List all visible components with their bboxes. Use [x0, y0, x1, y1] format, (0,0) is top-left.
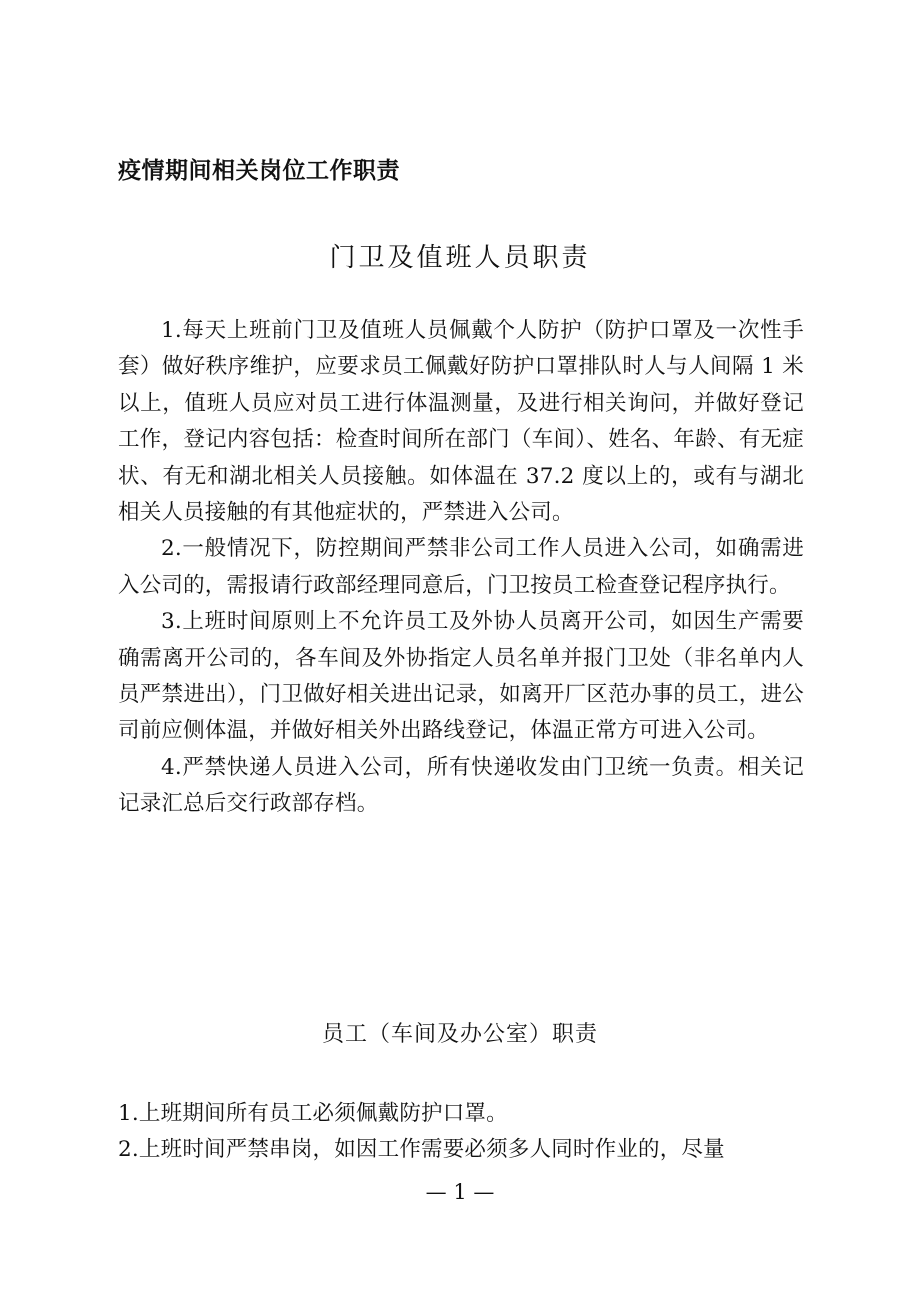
- section-body-employees: [118, 1096, 804, 1169]
- paragraph: 1.上班期间所有员工必须佩戴防护口罩。: [118, 1101, 508, 1126]
- section-body-gatekeeper: [118, 313, 804, 823]
- section-heading-employees: 员工（车间及办公室）职责: [321, 1022, 598, 1047]
- paragraph: 4.严禁快递人员进入公司，所有快递收发由门卫统一负责。相关记记录汇总后交行政部存档。: [118, 754, 804, 817]
- paragraph: 3.上班时间原则上不允许员工及外协人员离开公司，如因生产需要确需离开公司的，各车间及外协指定人员名单并报门卫处（非名单内人员严禁进出），门卫做好相关进出记录，如离开厂区范办事的员工，进公司前应侧体温，并做好相关外出路线登记，体温正常方可进入公司。: [118, 609, 804, 744]
- paragraph: 2.一般情况下，防控期间严禁非公司工作人员进入公司，如确需进入公司的，需报请行政部经理同意后，门卫按员工检查登记程序执行。: [118, 536, 804, 598]
- section-heading-gatekeeper: 门卫及值班人员职责: [329, 243, 591, 273]
- paragraph: 1.每天上班前门卫及值班人员佩戴个人防护（防护口罩及一次性手套）做好秩序维护，应要求员工佩戴好防护口罩排队时人与人间隔 1 米以上，值班人员应对员工进行体温测量，及进行相关询问，并做好登记工作，登记内容包括：检查时间所在部门（车间）、姓名、年龄、有无症状、有无和湖北相关人员接触。如体温在 37.2 度以上的，或有与湖北相关人员接触的有其他症状的，严禁进入公司。: [118, 318, 804, 526]
- paragraph: 2.上班时间严禁串岗，如因工作需要必须多人同时作业的，尽量: [118, 1137, 725, 1163]
- page-number: — 1 —: [425, 1180, 495, 1204]
- document-title: 疫情期间相关岗位工作职责: [118, 158, 400, 184]
